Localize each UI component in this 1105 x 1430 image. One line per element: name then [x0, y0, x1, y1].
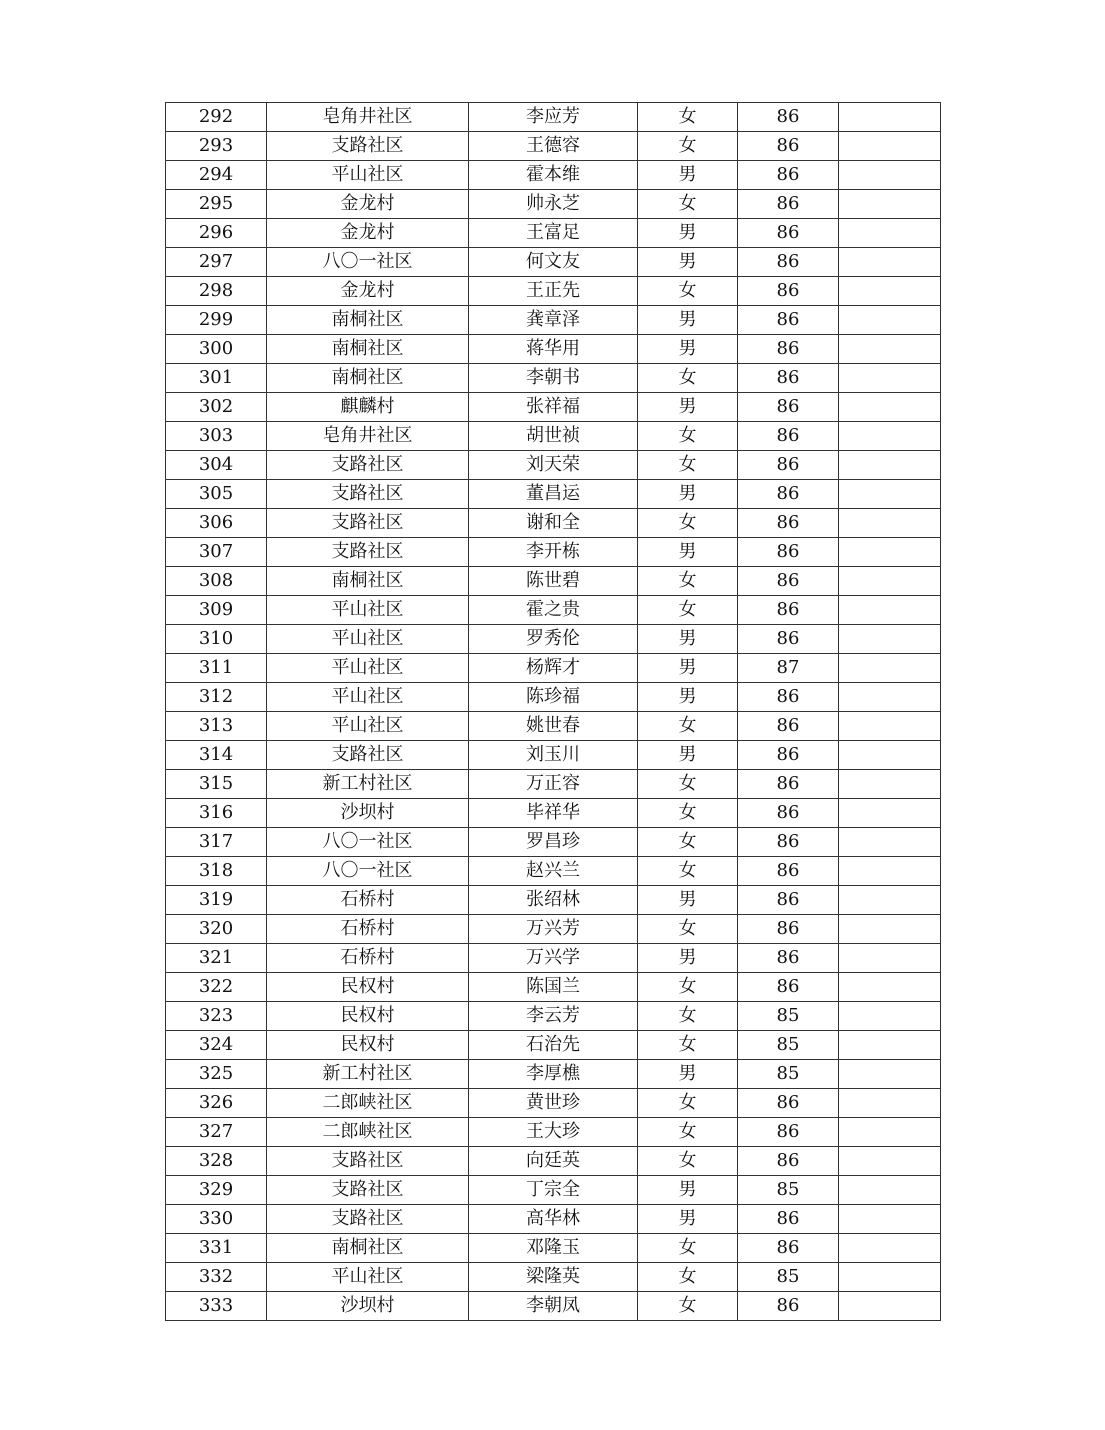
table-row	[166, 770, 941, 799]
gender-cell: 男	[638, 944, 738, 973]
remarks-cell	[839, 132, 941, 161]
name-cell: 李开栋	[469, 538, 638, 567]
remarks-cell	[839, 1060, 941, 1089]
row-number-cell: 322	[166, 973, 267, 1002]
name-cell: 罗昌珍	[469, 828, 638, 857]
remarks-cell	[839, 190, 941, 219]
age-cell: 86	[738, 799, 839, 828]
gender-cell: 男	[638, 683, 738, 712]
remarks-cell	[839, 1147, 941, 1176]
name-cell: 万正容	[469, 770, 638, 799]
table-row	[166, 1002, 941, 1031]
community-cell: 金龙村	[267, 277, 469, 306]
name-cell: 李厚樵	[469, 1060, 638, 1089]
gender-cell: 男	[638, 625, 738, 654]
roster-table	[165, 102, 941, 1321]
table-row	[166, 393, 941, 422]
name-cell: 向廷英	[469, 1147, 638, 1176]
community-cell: 新工村社区	[267, 1060, 469, 1089]
community-cell: 石桥村	[267, 886, 469, 915]
name-cell: 杨辉才	[469, 654, 638, 683]
community-cell: 支路社区	[267, 1147, 469, 1176]
gender-cell: 男	[638, 248, 738, 277]
row-number-cell: 295	[166, 190, 267, 219]
name-cell: 高华林	[469, 1205, 638, 1234]
age-cell: 86	[738, 480, 839, 509]
community-cell: 南桐社区	[267, 306, 469, 335]
name-cell: 石治先	[469, 1031, 638, 1060]
remarks-cell	[839, 509, 941, 538]
community-cell: 平山社区	[267, 1263, 469, 1292]
row-number-cell: 316	[166, 799, 267, 828]
remarks-cell	[839, 103, 941, 132]
gender-cell: 女	[638, 1002, 738, 1031]
name-cell: 何文友	[469, 248, 638, 277]
row-number-cell: 317	[166, 828, 267, 857]
name-cell: 董昌运	[469, 480, 638, 509]
gender-cell: 男	[638, 1060, 738, 1089]
remarks-cell	[839, 741, 941, 770]
age-cell: 86	[738, 161, 839, 190]
row-number-cell: 303	[166, 422, 267, 451]
row-number-cell: 314	[166, 741, 267, 770]
community-cell: 麒麟村	[267, 393, 469, 422]
age-cell: 86	[738, 132, 839, 161]
gender-cell: 女	[638, 1089, 738, 1118]
row-number-cell: 304	[166, 451, 267, 480]
row-number-cell: 297	[166, 248, 267, 277]
remarks-cell	[839, 1089, 941, 1118]
name-cell: 王德容	[469, 132, 638, 161]
community-cell: 支路社区	[267, 132, 469, 161]
row-number-cell: 296	[166, 219, 267, 248]
gender-cell: 男	[638, 393, 738, 422]
remarks-cell	[839, 567, 941, 596]
table-row	[166, 1118, 941, 1147]
table-row	[166, 683, 941, 712]
table-row	[166, 857, 941, 886]
remarks-cell	[839, 857, 941, 886]
community-cell: 南桐社区	[267, 1234, 469, 1263]
row-number-cell: 294	[166, 161, 267, 190]
community-cell: 八〇一社区	[267, 857, 469, 886]
table-row	[166, 190, 941, 219]
row-number-cell: 305	[166, 480, 267, 509]
community-cell: 石桥村	[267, 915, 469, 944]
remarks-cell	[839, 712, 941, 741]
age-cell: 87	[738, 654, 839, 683]
row-number-cell: 315	[166, 770, 267, 799]
name-cell: 陈国兰	[469, 973, 638, 1002]
community-cell: 支路社区	[267, 451, 469, 480]
age-cell: 86	[738, 306, 839, 335]
community-cell: 二郎峡社区	[267, 1118, 469, 1147]
age-cell: 86	[738, 1089, 839, 1118]
row-number-cell: 331	[166, 1234, 267, 1263]
table-row	[166, 654, 941, 683]
table-row	[166, 799, 941, 828]
gender-cell: 男	[638, 538, 738, 567]
gender-cell: 男	[638, 741, 738, 770]
gender-cell: 女	[638, 190, 738, 219]
row-number-cell: 319	[166, 886, 267, 915]
row-number-cell: 329	[166, 1176, 267, 1205]
gender-cell: 女	[638, 509, 738, 538]
name-cell: 陈世碧	[469, 567, 638, 596]
age-cell: 86	[738, 393, 839, 422]
name-cell: 李应芳	[469, 103, 638, 132]
gender-cell: 女	[638, 451, 738, 480]
table-row	[166, 1060, 941, 1089]
table-row	[166, 132, 941, 161]
remarks-cell	[839, 654, 941, 683]
remarks-cell	[839, 393, 941, 422]
age-cell: 85	[738, 1263, 839, 1292]
age-cell: 85	[738, 1002, 839, 1031]
gender-cell: 女	[638, 1118, 738, 1147]
remarks-cell	[839, 422, 941, 451]
age-cell: 86	[738, 1234, 839, 1263]
table-row	[166, 480, 941, 509]
remarks-cell	[839, 538, 941, 567]
age-cell: 86	[738, 277, 839, 306]
community-cell: 皂角井社区	[267, 103, 469, 132]
row-number-cell: 301	[166, 364, 267, 393]
remarks-cell	[839, 625, 941, 654]
name-cell: 王富足	[469, 219, 638, 248]
remarks-cell	[839, 161, 941, 190]
age-cell: 86	[738, 1118, 839, 1147]
community-cell: 沙坝村	[267, 1292, 469, 1321]
community-cell: 平山社区	[267, 654, 469, 683]
table-row	[166, 335, 941, 364]
name-cell: 赵兴兰	[469, 857, 638, 886]
table-row	[166, 596, 941, 625]
table-row	[166, 625, 941, 654]
gender-cell: 女	[638, 567, 738, 596]
age-cell: 86	[738, 1147, 839, 1176]
name-cell: 蒋华用	[469, 335, 638, 364]
name-cell: 李朝书	[469, 364, 638, 393]
community-cell: 民权村	[267, 973, 469, 1002]
table-row	[166, 1031, 941, 1060]
table-row	[166, 248, 941, 277]
row-number-cell: 308	[166, 567, 267, 596]
row-number-cell: 300	[166, 335, 267, 364]
remarks-cell	[839, 1118, 941, 1147]
age-cell: 86	[738, 625, 839, 654]
gender-cell: 女	[638, 132, 738, 161]
row-number-cell: 299	[166, 306, 267, 335]
gender-cell: 男	[638, 1205, 738, 1234]
age-cell: 86	[738, 857, 839, 886]
gender-cell: 女	[638, 1147, 738, 1176]
age-cell: 85	[738, 1060, 839, 1089]
table-row	[166, 161, 941, 190]
table-row	[166, 973, 941, 1002]
gender-cell: 女	[638, 103, 738, 132]
name-cell: 胡世祯	[469, 422, 638, 451]
age-cell: 86	[738, 509, 839, 538]
name-cell: 刘天荣	[469, 451, 638, 480]
age-cell: 86	[738, 364, 839, 393]
age-cell: 86	[738, 886, 839, 915]
row-number-cell: 306	[166, 509, 267, 538]
age-cell: 86	[738, 538, 839, 567]
name-cell: 谢和全	[469, 509, 638, 538]
community-cell: 八〇一社区	[267, 828, 469, 857]
row-number-cell: 318	[166, 857, 267, 886]
table-row	[166, 422, 941, 451]
row-number-cell: 320	[166, 915, 267, 944]
community-cell: 平山社区	[267, 596, 469, 625]
gender-cell: 男	[638, 886, 738, 915]
table-row	[166, 886, 941, 915]
name-cell: 张绍林	[469, 886, 638, 915]
community-cell: 金龙村	[267, 219, 469, 248]
remarks-cell	[839, 770, 941, 799]
community-cell: 支路社区	[267, 1176, 469, 1205]
gender-cell: 女	[638, 364, 738, 393]
table-row	[166, 1234, 941, 1263]
remarks-cell	[839, 828, 941, 857]
remarks-cell	[839, 886, 941, 915]
table-row	[166, 364, 941, 393]
gender-cell: 女	[638, 828, 738, 857]
table-row	[166, 1089, 941, 1118]
community-cell: 皂角井社区	[267, 422, 469, 451]
row-number-cell: 321	[166, 944, 267, 973]
table-row	[166, 1147, 941, 1176]
gender-cell: 男	[638, 654, 738, 683]
remarks-cell	[839, 596, 941, 625]
age-cell: 86	[738, 596, 839, 625]
remarks-cell	[839, 219, 941, 248]
community-cell: 八〇一社区	[267, 248, 469, 277]
community-cell: 二郎峡社区	[267, 1089, 469, 1118]
community-cell: 新工村社区	[267, 770, 469, 799]
name-cell: 梁隆英	[469, 1263, 638, 1292]
community-cell: 南桐社区	[267, 335, 469, 364]
row-number-cell: 324	[166, 1031, 267, 1060]
name-cell: 罗秀伦	[469, 625, 638, 654]
age-cell: 86	[738, 567, 839, 596]
table-row	[166, 103, 941, 132]
remarks-cell	[839, 1176, 941, 1205]
row-number-cell: 332	[166, 1263, 267, 1292]
name-cell: 毕祥华	[469, 799, 638, 828]
community-cell: 支路社区	[267, 538, 469, 567]
gender-cell: 男	[638, 219, 738, 248]
name-cell: 刘玉川	[469, 741, 638, 770]
name-cell: 黄世珍	[469, 1089, 638, 1118]
age-cell: 86	[738, 944, 839, 973]
gender-cell: 女	[638, 857, 738, 886]
remarks-cell	[839, 915, 941, 944]
table-row	[166, 828, 941, 857]
name-cell: 龚章泽	[469, 306, 638, 335]
gender-cell: 女	[638, 973, 738, 1002]
age-cell: 86	[738, 741, 839, 770]
gender-cell: 男	[638, 335, 738, 364]
gender-cell: 女	[638, 799, 738, 828]
table-row	[166, 1205, 941, 1234]
name-cell: 王正先	[469, 277, 638, 306]
age-cell: 86	[738, 335, 839, 364]
row-number-cell: 327	[166, 1118, 267, 1147]
community-cell: 金龙村	[267, 190, 469, 219]
remarks-cell	[839, 364, 941, 393]
gender-cell: 女	[638, 596, 738, 625]
remarks-cell	[839, 248, 941, 277]
name-cell: 霍之贵	[469, 596, 638, 625]
row-number-cell: 323	[166, 1002, 267, 1031]
age-cell: 86	[738, 219, 839, 248]
gender-cell: 女	[638, 770, 738, 799]
remarks-cell	[839, 683, 941, 712]
age-cell: 85	[738, 1176, 839, 1205]
community-cell: 民权村	[267, 1031, 469, 1060]
age-cell: 86	[738, 973, 839, 1002]
name-cell: 李云芳	[469, 1002, 638, 1031]
row-number-cell: 311	[166, 654, 267, 683]
row-number-cell: 328	[166, 1147, 267, 1176]
community-cell: 支路社区	[267, 741, 469, 770]
table-row	[166, 538, 941, 567]
age-cell: 85	[738, 1031, 839, 1060]
age-cell: 86	[738, 1205, 839, 1234]
name-cell: 丁宗全	[469, 1176, 638, 1205]
row-number-cell: 325	[166, 1060, 267, 1089]
gender-cell: 男	[638, 161, 738, 190]
gender-cell: 女	[638, 1031, 738, 1060]
age-cell: 86	[738, 828, 839, 857]
name-cell: 万兴芳	[469, 915, 638, 944]
community-cell: 平山社区	[267, 683, 469, 712]
community-cell: 平山社区	[267, 712, 469, 741]
name-cell: 邓隆玉	[469, 1234, 638, 1263]
community-cell: 支路社区	[267, 480, 469, 509]
row-number-cell: 326	[166, 1089, 267, 1118]
gender-cell: 女	[638, 1234, 738, 1263]
row-number-cell: 307	[166, 538, 267, 567]
gender-cell: 女	[638, 277, 738, 306]
remarks-cell	[839, 335, 941, 364]
table-row	[166, 1263, 941, 1292]
remarks-cell	[839, 1031, 941, 1060]
name-cell: 帅永芝	[469, 190, 638, 219]
roster-table-body	[166, 103, 941, 1321]
table-row	[166, 567, 941, 596]
community-cell: 支路社区	[267, 509, 469, 538]
table-row	[166, 1176, 941, 1205]
remarks-cell	[839, 1234, 941, 1263]
gender-cell: 男	[638, 480, 738, 509]
community-cell: 支路社区	[267, 1205, 469, 1234]
age-cell: 86	[738, 190, 839, 219]
gender-cell: 女	[638, 712, 738, 741]
name-cell: 霍本维	[469, 161, 638, 190]
name-cell: 王大珍	[469, 1118, 638, 1147]
age-cell: 86	[738, 248, 839, 277]
community-cell: 平山社区	[267, 161, 469, 190]
row-number-cell: 330	[166, 1205, 267, 1234]
table-row	[166, 509, 941, 538]
table-row	[166, 1292, 941, 1321]
community-cell: 民权村	[267, 1002, 469, 1031]
row-number-cell: 333	[166, 1292, 267, 1321]
age-cell: 86	[738, 451, 839, 480]
age-cell: 86	[738, 915, 839, 944]
row-number-cell: 302	[166, 393, 267, 422]
age-cell: 86	[738, 712, 839, 741]
remarks-cell	[839, 1002, 941, 1031]
community-cell: 石桥村	[267, 944, 469, 973]
name-cell: 姚世春	[469, 712, 638, 741]
remarks-cell	[839, 306, 941, 335]
row-number-cell: 309	[166, 596, 267, 625]
community-cell: 南桐社区	[267, 567, 469, 596]
remarks-cell	[839, 799, 941, 828]
table-row	[166, 277, 941, 306]
community-cell: 沙坝村	[267, 799, 469, 828]
gender-cell: 女	[638, 422, 738, 451]
table-row	[166, 712, 941, 741]
row-number-cell: 310	[166, 625, 267, 654]
age-cell: 86	[738, 1292, 839, 1321]
table-row	[166, 219, 941, 248]
remarks-cell	[839, 277, 941, 306]
gender-cell: 女	[638, 1292, 738, 1321]
remarks-cell	[839, 1263, 941, 1292]
remarks-cell	[839, 451, 941, 480]
row-number-cell: 313	[166, 712, 267, 741]
remarks-cell	[839, 480, 941, 509]
name-cell: 陈珍福	[469, 683, 638, 712]
table-row	[166, 451, 941, 480]
table-row	[166, 944, 941, 973]
community-cell: 平山社区	[267, 625, 469, 654]
age-cell: 86	[738, 683, 839, 712]
age-cell: 86	[738, 770, 839, 799]
row-number-cell: 293	[166, 132, 267, 161]
row-number-cell: 298	[166, 277, 267, 306]
gender-cell: 男	[638, 1176, 738, 1205]
table-row	[166, 741, 941, 770]
table-row	[166, 915, 941, 944]
name-cell: 张祥福	[469, 393, 638, 422]
community-cell: 南桐社区	[267, 364, 469, 393]
gender-cell: 男	[638, 306, 738, 335]
remarks-cell	[839, 1205, 941, 1234]
age-cell: 86	[738, 422, 839, 451]
remarks-cell	[839, 1292, 941, 1321]
name-cell: 李朝凤	[469, 1292, 638, 1321]
row-number-cell: 292	[166, 103, 267, 132]
remarks-cell	[839, 973, 941, 1002]
row-number-cell: 312	[166, 683, 267, 712]
table-row	[166, 306, 941, 335]
gender-cell: 女	[638, 915, 738, 944]
name-cell: 万兴学	[469, 944, 638, 973]
gender-cell: 女	[638, 1263, 738, 1292]
remarks-cell	[839, 944, 941, 973]
age-cell: 86	[738, 103, 839, 132]
